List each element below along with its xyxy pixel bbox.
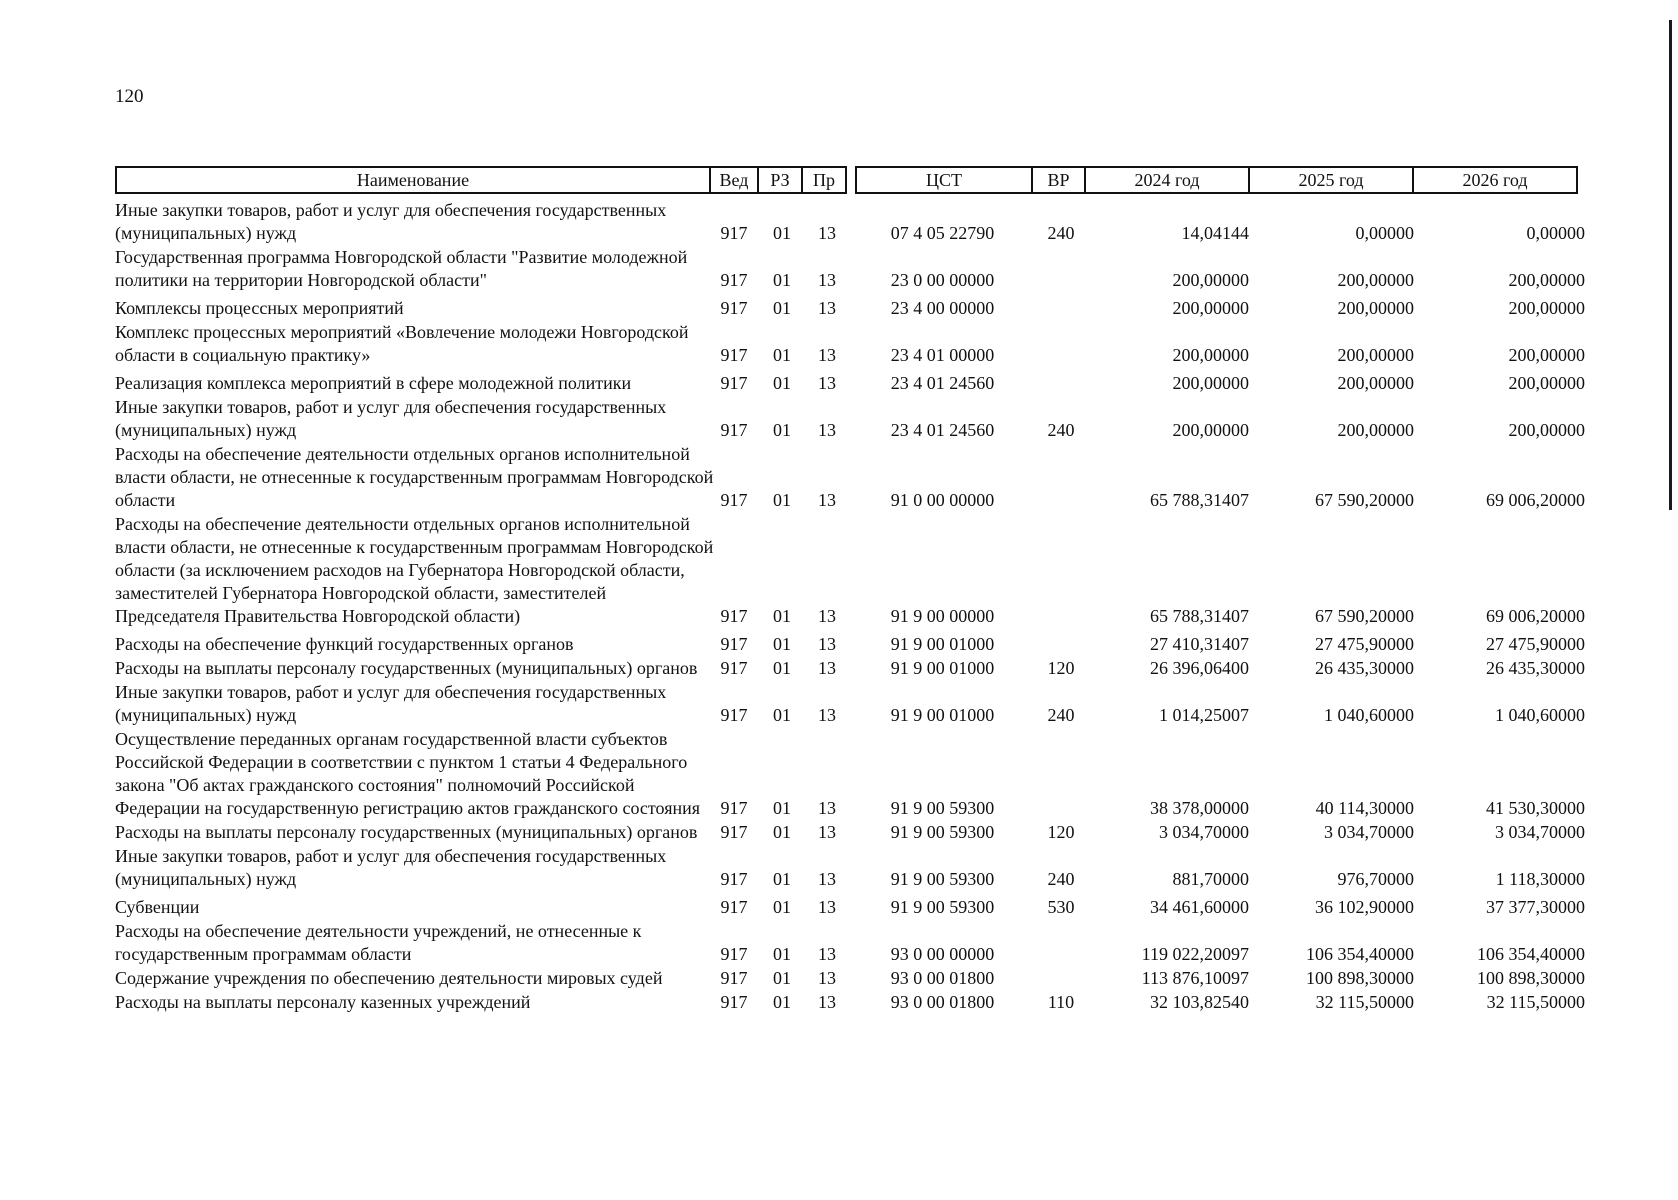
rz-cell: 01 [773,822,791,842]
amount-2025-cell: 200,00000 [1337,270,1414,290]
amount-2024-cell: 32 103,82540 [1150,992,1249,1012]
amount-2026-cell: 200,00000 [1508,373,1585,393]
cst-cell: 91 9 00 59300 [890,869,995,889]
ved-cell: 917 [720,345,748,365]
amount-2025-cell: 40 114,30000 [1315,798,1414,818]
ved-cell: 917 [720,606,748,626]
header-rz: РЗ [757,166,803,194]
ved-cell: 917 [720,992,748,1012]
amount-2026-cell: 32 115,50000 [1486,992,1585,1012]
ved-cell: 917 [720,705,748,725]
ved-cell: 917 [720,869,748,889]
ved-cell: 917 [720,420,748,440]
pr-cell: 13 [818,968,836,988]
amount-2024-cell: 113 876,10097 [1141,968,1249,988]
header-cst: ЦСТ [855,166,1033,194]
cst-cell: 93 0 00 01800 [890,968,995,988]
amount-2024-cell: 1 014,25007 [1159,705,1249,725]
vr-cell: 120 [1047,822,1075,842]
table-row [115,844,1585,891]
amount-2025-cell: 200,00000 [1337,345,1414,365]
cst-cell: 23 4 01 24560 [890,420,995,440]
amount-2024-cell: 881,70000 [1172,869,1249,889]
amount-2025-cell: 976,70000 [1337,869,1414,889]
amount-2024-cell: 119 022,20097 [1141,944,1249,964]
ved-cell: 917 [720,373,748,393]
rz-cell: 01 [773,606,791,626]
cst-cell: 93 0 00 01800 [890,992,995,1012]
table-row [115,727,1585,820]
scan-edge-line [1669,20,1672,510]
rz-cell: 01 [773,373,791,393]
pr-cell: 13 [818,345,836,365]
amount-2025-cell: 67 590,20000 [1315,606,1414,626]
table-row [115,895,1585,919]
pr-cell: 13 [818,223,836,243]
table-row [115,512,1585,628]
rz-cell: 01 [773,270,791,290]
amount-2026-cell: 100 898,30000 [1477,968,1585,988]
table-row [115,820,1585,844]
header-vr: ВР [1031,166,1086,194]
amount-2026-cell: 200,00000 [1508,298,1585,318]
amount-2025-cell: 200,00000 [1337,373,1414,393]
rz-cell: 01 [773,798,791,818]
pr-cell: 13 [818,634,836,654]
row-name: Иные закупки товаров, работ и услуг для обеспечения государственных (муниципальных) нужд [115,397,667,440]
pr-cell: 13 [818,897,836,917]
amount-2026-cell: 200,00000 [1508,270,1585,290]
vr-cell: 120 [1047,658,1075,678]
rz-cell: 01 [773,705,791,725]
cst-cell: 91 9 00 59300 [890,822,995,842]
amount-2025-cell: 200,00000 [1337,420,1414,440]
amount-2025-cell: 1 040,60000 [1324,705,1414,725]
rz-cell: 01 [773,298,791,318]
table-row [115,966,1585,990]
amount-2024-cell: 34 461,60000 [1150,897,1249,917]
pr-cell: 13 [818,658,836,678]
cst-cell: 91 9 00 01000 [890,658,995,678]
row-name: Расходы на выплаты персоналу государственных (муниципальных) органов [115,658,698,678]
row-name: Субвенции [115,897,200,917]
table-row [115,198,1585,245]
pr-cell: 13 [818,869,836,889]
cst-cell: 93 0 00 00000 [890,944,995,964]
rz-cell: 01 [773,869,791,889]
pr-cell: 13 [818,822,836,842]
amount-2025-cell: 100 898,30000 [1306,968,1414,988]
rz-cell: 01 [773,897,791,917]
amount-2024-cell: 200,00000 [1172,298,1249,318]
amount-2024-cell: 27 410,31407 [1150,634,1249,654]
amount-2025-cell: 3 034,70000 [1324,822,1414,842]
page-number: 120 [115,86,144,107]
ved-cell: 917 [720,822,748,842]
row-name: Расходы на обеспечение функций государственных органов [115,634,574,654]
amount-2025-cell: 106 354,40000 [1306,944,1414,964]
amount-2026-cell: 69 006,20000 [1486,490,1585,510]
rz-cell: 01 [773,944,791,964]
pr-cell: 13 [818,944,836,964]
row-name: Государственная программа Новгородской области "Развитие молодежной политики на территории Новгородской области" [115,247,688,290]
table-header [115,166,1575,198]
amount-2025-cell: 36 102,90000 [1315,897,1414,917]
table-row [115,680,1585,727]
amount-2024-cell: 26 396,06400 [1150,658,1249,678]
row-name: Комплексы процессных мероприятий [115,298,404,318]
vr-cell: 530 [1047,897,1075,917]
amount-2024-cell: 200,00000 [1172,420,1249,440]
amount-2026-cell: 69 006,20000 [1486,606,1585,626]
amount-2026-cell: 26 435,30000 [1486,658,1585,678]
amount-2024-cell: 3 034,70000 [1159,822,1249,842]
rz-cell: 01 [773,490,791,510]
cst-cell: 23 4 01 00000 [890,345,995,365]
header-name: Наименование [115,166,711,194]
header-2025: 2025 год [1248,166,1414,194]
ved-cell: 917 [720,298,748,318]
table-row [115,395,1585,442]
amount-2025-cell: 200,00000 [1337,298,1414,318]
amount-2024-cell: 14,04144 [1181,223,1249,243]
cst-cell: 91 9 00 01000 [890,705,995,725]
rz-cell: 01 [773,658,791,678]
rz-cell: 01 [773,223,791,243]
ved-cell: 917 [720,897,748,917]
ved-cell: 917 [720,270,748,290]
vr-cell: 240 [1047,705,1075,725]
amount-2025-cell: 67 590,20000 [1315,490,1414,510]
row-name: Реализация комплекса мероприятий в сфере молодежной политики [115,373,632,393]
ved-cell: 917 [720,968,748,988]
amount-2026-cell: 1 040,60000 [1495,705,1585,725]
amount-2024-cell: 200,00000 [1172,373,1249,393]
table-row [115,371,1585,395]
cst-cell: 23 4 01 24560 [890,373,995,393]
pr-cell: 13 [818,420,836,440]
amount-2026-cell: 200,00000 [1508,345,1585,365]
cst-cell: 07 4 05 22790 [890,223,995,243]
amount-2025-cell: 0,00000 [1355,223,1414,243]
row-name: Иные закупки товаров, работ и услуг для обеспечения государственных (муниципальных) нужд [115,846,667,889]
amount-2024-cell: 65 788,31407 [1150,606,1249,626]
amount-2025-cell: 26 435,30000 [1315,658,1414,678]
amount-2026-cell: 27 475,90000 [1486,634,1585,654]
amount-2024-cell: 200,00000 [1172,345,1249,365]
amount-2026-cell: 3 034,70000 [1495,822,1585,842]
rz-cell: 01 [773,345,791,365]
row-name: Осуществление переданных органам государственной власти субъектов Российской Федерации в соответствии с пунктом 1 статьи 4 Федерального закона "Об актах гражданского состояния" полномочий Российской Федерации на государственную регистрацию актов гражданского состояния [115,729,701,818]
ved-cell: 917 [720,658,748,678]
table-row [115,656,1585,680]
row-name: Комплекс процессных мероприятий «Вовлечение молодежи Новгородской области в социальную практику» [115,322,689,365]
cst-cell: 91 0 00 00000 [890,490,995,510]
amount-2026-cell: 37 377,30000 [1486,897,1585,917]
row-name: Расходы на выплаты персоналу государственных (муниципальных) органов [115,822,698,842]
pr-cell: 13 [818,373,836,393]
rz-cell: 01 [773,634,791,654]
cst-cell: 23 0 00 00000 [890,270,995,290]
amount-2024-cell: 38 378,00000 [1150,798,1249,818]
ved-cell: 917 [720,798,748,818]
vr-cell: 110 [1047,992,1075,1012]
amount-2025-cell: 27 475,90000 [1315,634,1414,654]
table-row [115,296,1585,320]
header-ved: Вед [709,166,759,194]
pr-cell: 13 [818,705,836,725]
budget-table [115,166,1585,1014]
row-name: Иные закупки товаров, работ и услуг для обеспечения государственных (муниципальных) нужд [115,682,667,725]
table-row [115,632,1585,656]
vr-cell: 240 [1047,869,1075,889]
vr-cell: 240 [1047,223,1075,243]
pr-cell: 13 [818,992,836,1012]
amount-2024-cell: 200,00000 [1172,270,1249,290]
cst-cell: 91 9 00 00000 [890,606,995,626]
cst-cell: 91 9 00 01000 [890,634,995,654]
rz-cell: 01 [773,968,791,988]
rz-cell: 01 [773,992,791,1012]
ved-cell: 917 [720,634,748,654]
row-name: Иные закупки товаров, работ и услуг для обеспечения государственных (муниципальных) нужд [115,200,667,243]
header-2026: 2026 год [1412,166,1578,194]
vr-cell: 240 [1047,420,1075,440]
row-name: Расходы на обеспечение деятельности отдельных органов исполнительной власти области, не отнесенные к государственным программам Новгородской области [115,444,714,510]
pr-cell: 13 [818,490,836,510]
ved-cell: 917 [720,223,748,243]
table-row [115,442,1585,512]
row-name: Расходы на обеспечение деятельности отдельных органов исполнительной власти области, не отнесенные к государственным программам Новгородской области (за исключением расходов на Губернатора Новгородской области, заместителей Губернатора Новгородской области, заместителей Председателя Правительства Новгородской области) [115,514,714,626]
cst-cell: 91 9 00 59300 [890,897,995,917]
amount-2026-cell: 200,00000 [1508,420,1585,440]
table-row [115,320,1585,367]
amount-2024-cell: 65 788,31407 [1150,490,1249,510]
table-row [115,919,1585,966]
row-name: Содержание учреждения по обеспечению деятельности мировых судей [115,968,663,988]
amount-2025-cell: 32 115,50000 [1315,992,1414,1012]
amount-2026-cell: 0,00000 [1526,223,1585,243]
table-row [115,245,1585,292]
pr-cell: 13 [818,270,836,290]
pr-cell: 13 [818,298,836,318]
row-name: Расходы на обеспечение деятельности учреждений, не отнесенные к государственным программам области [115,921,642,964]
amount-2026-cell: 1 118,30000 [1495,869,1585,889]
header-pr: Пр [801,166,847,194]
amount-2026-cell: 106 354,40000 [1477,944,1585,964]
pr-cell: 13 [818,798,836,818]
table-row [115,990,1585,1014]
rz-cell: 01 [773,420,791,440]
table-body [115,198,1585,1014]
ved-cell: 917 [720,490,748,510]
pr-cell: 13 [818,606,836,626]
row-name: Расходы на выплаты персоналу казенных учреждений [115,992,531,1012]
ved-cell: 917 [720,944,748,964]
header-2024: 2024 год [1084,166,1250,194]
amount-2026-cell: 41 530,30000 [1486,798,1585,818]
cst-cell: 23 4 00 00000 [890,298,995,318]
cst-cell: 91 9 00 59300 [890,798,995,818]
